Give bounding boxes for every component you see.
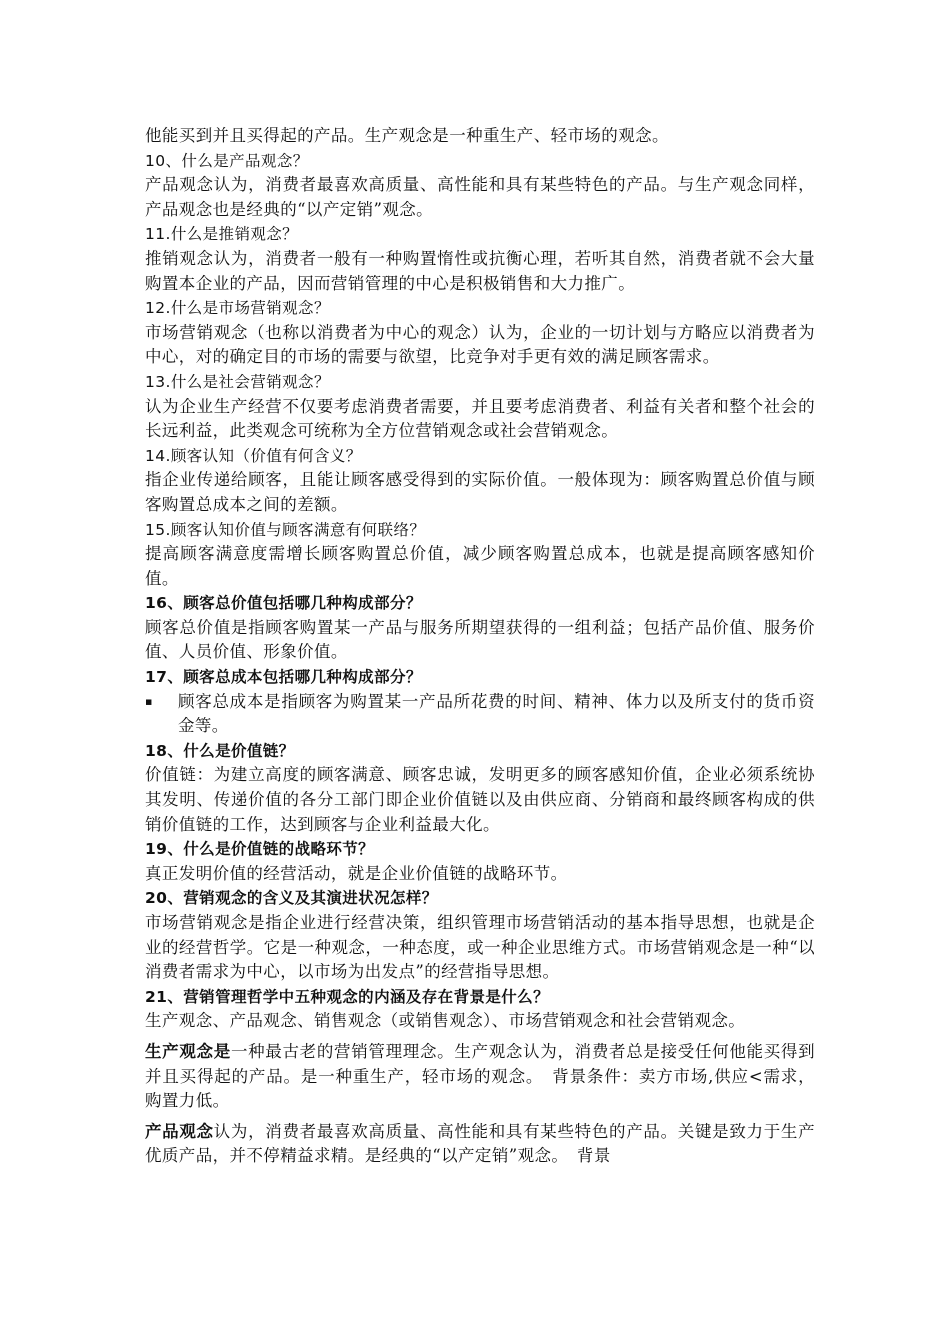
bullet-item xyxy=(145,690,815,739)
answer-12: 市场营销观念（也称以消费者为中心的观念）认为，企业的一切计划与方略应以消费者为中心，对的确定目的市场的需要与欲望，比竞争对手更有效的满足顾客需求。 xyxy=(145,322,815,367)
answer-20: 市场营销观念是指企业进行经营决策，组织管理市场营销活动的基本指导思想，也就是企业的经营哲学。它是一种观念，一种态度，或一种企业思维方式。市场营销观念是一种“以消费者需求为中心，以市场为出发点”的经营指导思想。 xyxy=(145,913,815,982)
question-21: 21、营销管理哲学中五种观念的内涵及存在背景是什么？ xyxy=(145,987,549,1006)
question-10: 10、什么是产品观念？ xyxy=(145,151,309,170)
question-15: 15.顾客认知价值与顾客满意有何联络？ xyxy=(145,520,426,539)
question-20: 20、营销观念的含义及其演进状况怎样？ xyxy=(145,889,438,908)
document-body xyxy=(145,124,815,1169)
answer-10: 产品观念认为，消费者最喜欢高质量、高性能和具有某些特色的产品。与生产观念同样，产品观念也是经典的“以产定销”观念。 xyxy=(145,175,815,219)
question-19: 19、什么是价值链的战略环节？ xyxy=(145,840,375,859)
production-concept-text: 一种最古老的营销管理理念。生产观念认为，消费者总是接受任何他能买得到并且买得起的产品。是一种重生产，轻市场的观念。 背景条件：卖方市场,供应<需求，购置力低。 xyxy=(145,1041,815,1111)
question-18: 18、什么是价值链？ xyxy=(145,741,295,760)
answer-16: 顾客总价值是指顾客购置某一产品与服务所期望获得的一组利益；包括产品价值、服务价值、人员价值、形象价值。 xyxy=(145,617,815,662)
term-product-concept: 产品观念 xyxy=(145,1121,214,1141)
question-12: 12.什么是市场营销观念？ xyxy=(145,299,330,318)
answer-19: 真正发明价值的经营活动，就是企业价值链的战略环节。 xyxy=(145,863,568,883)
answer-21: 生产观念、产品观念、销售观念（或销售观念）、市场营销观念和社会营销观念。 xyxy=(145,1011,746,1031)
answer-17: 顾客总成本是指顾客为购置某一产品所花费的时间、精神、体力以及所支付的货币资金等。 xyxy=(178,691,815,736)
answer-15: 提高顾客满意度需增长顾客购置总价值，减少顾客购置总成本，也就是提高顾客感知价值。 xyxy=(145,544,815,588)
question-13: 13.什么是社会营销观念？ xyxy=(145,372,330,391)
square-bullet-icon: ▪ xyxy=(145,694,153,708)
term-production-concept: 生产观念是 xyxy=(145,1041,231,1061)
question-14: 14.顾客认知（价值有何含义？ xyxy=(145,446,362,465)
question-11: 11.什么是推销观念？ xyxy=(145,225,299,244)
answer-18: 价值链：为建立高度的顾客满意、顾客忠诚，发明更多的顾客感知价值，企业必须系统协其发明、传递价值的各分工部门即企业价值链以及由供应商、分销商和最终顾客构成的供销价值链的工作，达到顾客与企业利益最大化。 xyxy=(145,765,815,834)
answer-11: 推销观念认为，消费者一般有一种购置惰性或抗衡心理，若听其自然，消费者就不会大量购置本企业的产品，因而营销管理的中心是积极销售和大力推广。 xyxy=(145,248,815,293)
paragraph: 他能买到并且买得起的产品。生产观念是一种重生产、轻市场的观念。 xyxy=(145,126,669,145)
question-17: 17、顾客总成本包括哪几种构成部分？ xyxy=(145,668,422,687)
answer-13: 认为企业生产经营不仅要考虑消费者需要，并且要考虑消费者、利益有关者和整个社会的长远利益，此类观念可统称为全方位营销观念或社会营销观念。 xyxy=(145,396,815,441)
answer-14: 指企业传递给顾客，且能让顾客感受得到的实际价值。一般体现为：顾客购置总价值与顾客购置总成本之间的差额。 xyxy=(145,470,815,514)
production-concept-paragraph xyxy=(145,1040,815,1114)
question-16: 16、顾客总价值包括哪几种构成部分？ xyxy=(145,594,422,613)
product-concept-paragraph xyxy=(145,1120,815,1169)
product-concept-text: 认为，消费者最喜欢高质量、高性能和具有某些特色的产品。关键是致力于生产优质产品，并不停精益求精。是经典的“以产定销”观念。 背景 xyxy=(145,1121,815,1166)
